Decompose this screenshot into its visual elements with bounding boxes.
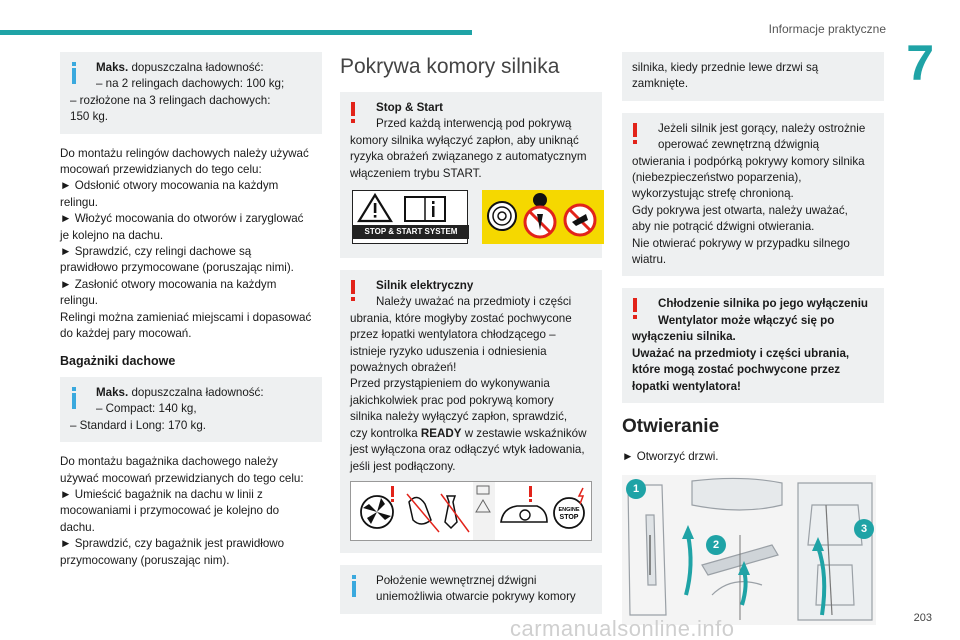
warning-triangle-manual-icon [352,190,468,244]
info-icon [68,62,80,84]
running-header: Informacje praktyczne [768,22,886,36]
right-column [622,52,884,625]
stop-start-caption: STOP & START SYSTEM [353,225,469,239]
page-number: 203 [913,612,932,624]
chapter-number: 7 [906,35,934,91]
stop-start-warning-label [352,190,588,244]
info-box-continuation: silnika, kiedy przednie lewe drzwi są zamknięte. [622,52,884,101]
middle-column [340,52,602,626]
info-box-roof-rails-load [60,52,322,134]
warning-box-engine-cooling: Chłodzenie silnika po jego wyłączeniu Wentylator może włączyć się po wyłączeniu silnika. Uważać na przedmioty i części ubrania, które mogą zostać pochwycone przez łopatki wentylatora! [622,288,884,402]
section-heading-roof-bars: Bagażniki dachowe [60,353,176,368]
subsection-title-opening: Otwieranie [622,415,720,437]
warning-box-hot-engine: Jeżeli silnik jest gorący, należy ostrożnie operować zewnętrzną dźwignią otwierania i podpórką pokrywy komory silnika (niebezpieczeństwo poparzenia), wykorzystując strefę chronioną. Gdy pokrywa jest otwarta, należy uważać, aby nie potrącić dźwigni otwierania. Nie otwierać pokrywy w przypadku silnego wiatru. [622,113,884,277]
fan-icon [361,486,394,528]
step-open-door: ► Otworzyć drzwi. [622,449,719,463]
callout-3: 3 [854,519,874,539]
engine-stop-button-icon [554,488,584,528]
info-box-roof-bars-load: Maks. dopuszczalna ładowność: – Compact: 140 kg, – Standard i Long: 170 kg. [60,377,322,442]
info-icon [348,575,360,597]
section-title-bonnet: Pokrywa komory silnika [340,55,560,78]
svg-text:STOP: STOP [559,513,579,521]
warning-box-stop-start: Stop & Start Przed każdą interwencją pod pokrywą komory silnika wyłączyć zapłon, aby uniknąć ryzyka obrażeń związanego z automatycznym włączeniem trybu START. STOP & START SYSTEM [340,92,602,258]
left-column [60,52,322,569]
svg-text:ENGINE: ENGINE [558,506,580,513]
electric-motor-warning-label [350,481,592,541]
fan-hazard-icons [482,190,604,244]
info-line: Maks. dopuszczalna ładowność: [96,61,264,74]
hand-tie-hazard-icon [407,494,469,532]
warning-icon [632,298,638,320]
warning-box-electric-motor: Silnik elektryczny Należy uważać na przedmioty i części ubrania, które mogłyby zostać pochwycone przez łopatki wentylatora chłodzącego – istnieje ryzyko uduszenia i odniesienia poważnych obrażeń! Przed przystąpieniem do wykonywania jakichkolwiek prac pod pokrywą komory silnika należy wyłączyć zapłon, sprawdzić, czy kontrolka READY w zestawie wskaźników jest wyłączona oraz odłączyć wtyk ładowania, jeśli jest podłączony. ENGINE STOP [340,270,602,553]
info-line: – na 2 relingach dachowych: 100 kg; [96,77,285,91]
watermark: carmanualsonline.info [510,616,735,640]
info-box-inner-lever: Położenie wewnętrznej dźwigni uniemożliwia otwarcie pokrywy komory [340,565,602,614]
warning-icon [350,280,356,302]
info-icon [68,387,80,409]
header-accent-bar [0,30,472,35]
info-line: 150 kg. [70,110,109,124]
warning-icon [632,123,638,145]
car-engine-warning-icon [501,486,547,522]
warning-icon [350,102,356,124]
callout-1: 1 [626,479,646,499]
info-line: – rozłożone na 3 relingach dachowych: [70,93,271,107]
engine-bay-drawing [798,483,872,620]
callout-2: 2 [706,535,726,555]
roof-rails-instructions: Do montażu relingów dachowych należy używać mocowań przewidzianych do tego celu: ► Odsłonić otwory mocowania na każdym relingu. ► Włożyć mocowania do otworów i zaryglować je kolejno na dachu. ► Sprawdzić, czy relingi dachowe są prawidłowo przymocowane (poruszając nimi). ► Zasłonić otwory mocowania na każdym relingu. Relingi można zamieniać miejscami i dopasować do każdej pary mocowań. [60,146,312,341]
roof-bars-instructions: Do montażu bagażnika dachowego należy używać mocowań przewidzianych do tego celu: ► Umieścić bagażnik na dachu w linii z mocowaniami i przymocować je kolejno do dachu. ► Sprawdzić, czy bagażnik jest prawidłowo przymocowany (poruszając nim). [60,455,304,567]
bonnet-opening-illustration [622,475,876,625]
